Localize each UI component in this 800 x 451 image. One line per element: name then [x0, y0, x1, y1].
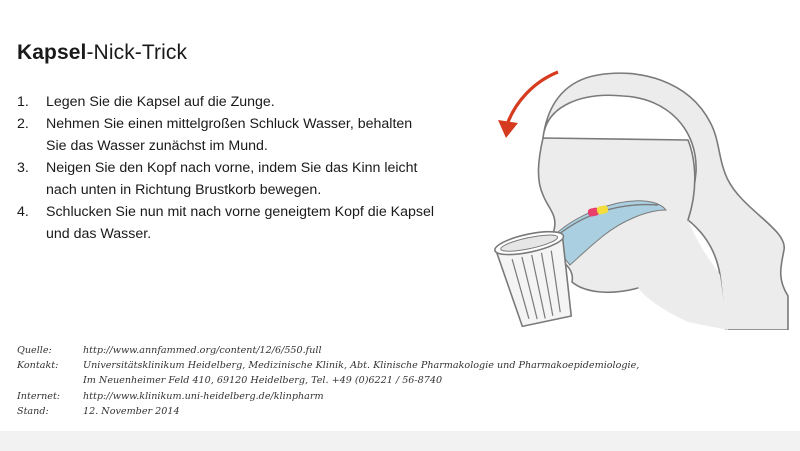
- footer-row-date: [17, 404, 777, 419]
- step-number: 3.: [17, 160, 29, 176]
- step-line: Schlucken Sie nun mit nach vorne geneigtem Kopf die Kapsel: [46, 204, 435, 220]
- step-3: [17, 157, 487, 201]
- step-text: [46, 113, 487, 157]
- footer-row-source: [17, 343, 777, 358]
- internet-link[interactable]: http://www.klinikum.uni-heidelberg.de/klinpharm: [83, 390, 324, 402]
- page-title: [17, 40, 187, 66]
- step-line: Sie das Wasser zunächst im Mund.: [46, 138, 268, 154]
- title-bold: Kapsel: [17, 41, 87, 64]
- step-text: [46, 91, 487, 113]
- tilt-arrow-icon: [498, 72, 558, 138]
- step-text: [46, 201, 487, 245]
- contact-label: Kontakt:: [17, 360, 59, 372]
- date-label: Stand:: [17, 405, 49, 417]
- footer-info: [17, 343, 777, 419]
- step-1: [17, 91, 487, 113]
- contact-line: Universitätsklinikum Heidelberg, Medizinische Klinik, Abt. Klinische Pharmakologie und Pharmakoepidemiologie,: [83, 360, 640, 372]
- step-number: 4.: [17, 204, 29, 220]
- title-rest: -Nick-Trick: [86, 41, 188, 64]
- step-text: [46, 157, 487, 201]
- step-line: Neigen Sie den Kopf nach vorne, indem Sie das Kinn leicht: [46, 160, 418, 176]
- contact-value: [83, 358, 777, 388]
- swallowing-illustration: [488, 60, 800, 330]
- step-2: [17, 113, 487, 157]
- date-value: 12. November 2014: [83, 405, 180, 417]
- step-number: 1.: [17, 94, 29, 110]
- step-line: Nehmen Sie einen mittelgroßen Schluck Wasser, behalten: [46, 116, 413, 132]
- bottom-bar: [0, 431, 800, 451]
- step-line: und das Wasser.: [46, 226, 152, 242]
- step-line: Legen Sie die Kapsel auf die Zunge.: [46, 94, 275, 110]
- step-4: [17, 201, 487, 245]
- footer-row-contact: [17, 358, 777, 388]
- step-line: nach unten in Richtung Brustkorb bewegen.: [46, 182, 322, 198]
- source-link[interactable]: http://www.annfammed.org/content/12/6/550.full: [83, 345, 322, 356]
- steps-list: [17, 91, 487, 245]
- source-label: Quelle:: [17, 345, 52, 356]
- contact-line: Im Neuenheimer Feld 410, 69120 Heidelberg, Tel. +49 (0)6221 / 56-8740: [83, 375, 443, 387]
- footer-row-internet: [17, 389, 777, 404]
- internet-label: Internet:: [17, 390, 61, 402]
- step-number: 2.: [17, 116, 29, 132]
